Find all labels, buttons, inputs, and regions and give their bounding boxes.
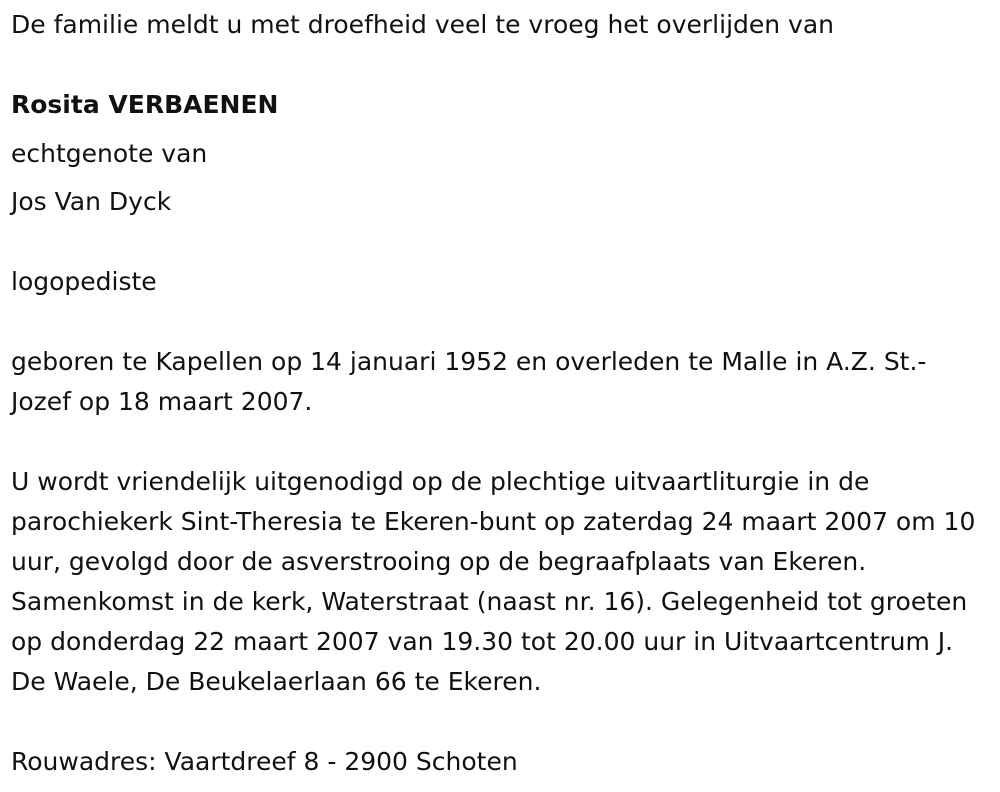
profession: logopediste bbox=[11, 267, 157, 296]
spouse-label: echtgenote van bbox=[11, 139, 208, 168]
funeral-text: U wordt vriendelijk uitgenodigd op de plechtige uitvaartliturgie in de parochiekerk Sint-Theresia te Ekeren-bunt op zaterdag 24 maart 2007 om 10 uur, gevolgd door de asverstrooing op de begraafplaats van Ekeren. Samenkomst in de kerk, Waterstraat (naast nr. 16). Gelegenheid tot groeten op donderdag 22 maart 2007 van 19.30 tot 20.00 uur in Uitvaartcentrum J. De Waele, De Beukelaerlaan 66 te Ekeren. bbox=[11, 467, 976, 696]
mourning-address: Rouwadres: Vaartdreef 8 - 2900 Schoten bbox=[11, 747, 518, 776]
deceased-name: Rosita VERBAENEN bbox=[11, 90, 279, 119]
spouse-name: Jos Van Dyck bbox=[11, 187, 172, 216]
birth-death-text: geboren te Kapellen op 14 januari 1952 en overleden te Malle in A.Z. St.-Jozef op 18 maart 2007. bbox=[11, 347, 927, 416]
intro-text: De familie meldt u met droefheid veel te vroeg het overlijden van bbox=[11, 10, 835, 39]
